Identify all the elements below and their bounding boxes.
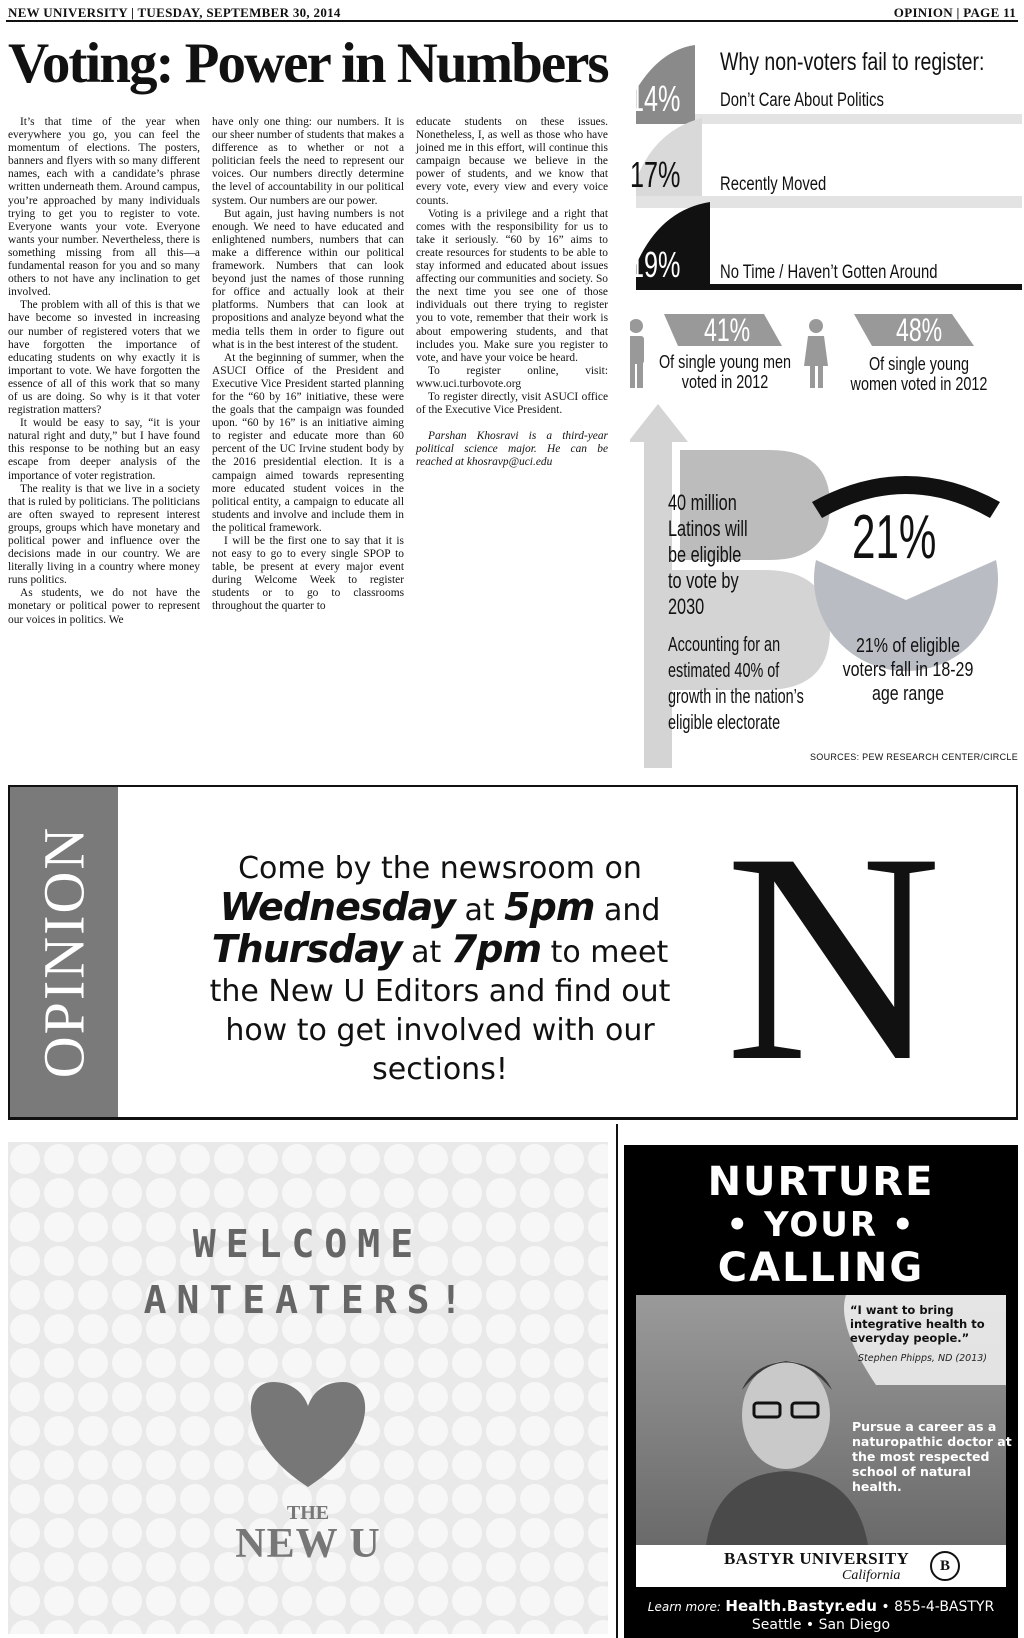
paragraph: It would be easy to say, “it is your natural right and duty,” but I have found this response to be nothing but an easy escape from deeper analysis of the importance of voter registration.	[8, 417, 200, 482]
testimonial-author: Stephen Phipps, ND (2013)	[858, 1353, 988, 1364]
article-headline: Voting: Power in Numbers	[8, 32, 608, 95]
bastyr-seal-icon: B	[930, 1551, 960, 1581]
ad-headline-2: • YOUR •	[726, 1205, 916, 1245]
article-body	[8, 116, 608, 760]
ad-contact-line	[624, 1597, 1018, 1615]
invite-line-5: how to get involved with our	[225, 1013, 655, 1048]
page-header	[6, 2, 1018, 22]
testimonial-quote: “I want to bring integrative health to everyday people.”	[850, 1303, 985, 1345]
article-column-2	[212, 116, 404, 614]
author-byline: Parshan Khosravi is a third-year political science major. He can be reached at khosravp@uci.edu	[416, 430, 608, 469]
article-column-3	[416, 116, 608, 469]
section-label: OPINION	[31, 825, 97, 1079]
invite-at-1: at	[464, 893, 495, 928]
bastyr-logo	[636, 1545, 1006, 1587]
paragraph: educate students on these issues. Nonetheless, I, as well as those who have joined me in this effort, will continue this campaign because we believe in the power of students, and we know that every vote, every view and every voice counts.	[416, 116, 608, 207]
ad-pitch: Pursue a career as a naturopathic doctor at the most respected school of natural health.	[852, 1419, 1012, 1494]
paragraph: But again, just having numbers is not enough. We need to have educated and enlightened numbers, numbers that can make a difference within our political framework. Numbers that can look beyond just the names of those running for office and actually look at their platforms. Numbers that can look at propositions and analyze beyond what the media tells them in order to figure out what is in the best interest of the student.	[212, 207, 404, 351]
new-u-logo-letter: N	[725, 791, 942, 1123]
header-section-page: OPINION | PAGE 11	[893, 5, 1016, 20]
ad-headline-3: CALLING	[717, 1245, 925, 1291]
latinos-text: 40 million Latinos will be eligible to vote by 2030	[668, 490, 748, 619]
invite-time-1: 5pm	[504, 885, 595, 929]
voting-infographic	[630, 40, 1024, 768]
reason-1-label: Don’t Care About Politics	[720, 90, 884, 111]
paragraph: It’s that time of the year when everywhere you go, you can feel the momentum of elections. The posters, banners and flyers with so many different names, each with a candidate’s phrase written underneath them. Around campus, you’re approached by many individuals trying to get you to register to vote. Everyone wants your vote. Everyone wants your number. Nevertheless, there is something missing from all this—a fundamental reason for you and so many others to not have any inclination to get involved.	[8, 116, 200, 299]
ad-phone: • 855-4-BASTYR	[881, 1599, 995, 1615]
ad-url-link[interactable]: Health.Bastyr.edu	[725, 1597, 877, 1615]
invite-day-2: Thursday	[211, 927, 402, 971]
bastyr-university-ad	[624, 1145, 1018, 1638]
paragraph: At the beginning of summer, when the ASUCI Office of the President and Executive Vice President started planning for the “60 by 16” initiative, these were the goals that the campaign was founded upon. “60 by 16” is an initiative aiming to register and educate more than 60 percent of the UC Irvine student body by the 2016 presidential election. It is a campaign aimed towards representing more educated student voices in the political entity, a campaign to educate all students and involve and include them in the political framework.	[212, 351, 404, 534]
youth-percent: 21%	[852, 503, 937, 572]
women-label: Of single young women voted in 2012	[850, 354, 988, 394]
invite-and: and	[603, 893, 661, 928]
bastyr-logo-text: BASTYR UNIVERSITY	[724, 1549, 910, 1568]
paragraph: The problem with all of this is that we have become so invested in increasing our number of registered voters that we have forgotten the importance of educating students on why exactly it is important to vote. We have forgotten the essence of all of this work that so many of us are doing. So why is it that voter registration matters?	[8, 299, 200, 417]
reason-3-label: No Time / Haven’t Gotten Around	[720, 262, 938, 283]
doctor-photo	[636, 1295, 1012, 1545]
invite-line-2	[160, 885, 720, 930]
reason-2-label: Recently Moved	[720, 174, 827, 195]
invite-time-2: 7pm	[450, 927, 542, 971]
paragraph: I will be the first one to say that it is not easy to go to every single SPOP to table, be present at every major event during Welcome Week to register students or to go to classrooms throughout the quarter to	[212, 535, 404, 613]
invite-line-6: sections!	[372, 1052, 508, 1087]
ad-cities: Seattle • San Diego	[751, 1617, 891, 1633]
ad-headline-1: NURTURE	[707, 1159, 935, 1205]
newsroom-invitation	[160, 849, 720, 1089]
paragraph: have only one thing: our numbers. It is our sheer number of students that makes a difference as to whether or not a politician feels the need to represent our voices. Our numbers directly determine the level of accountability in our political system. Our numbers are our power.	[212, 116, 405, 207]
new-u-the: THE	[286, 1502, 330, 1524]
invite-line-4: the New U Editors and find out	[209, 974, 671, 1009]
paragraph: To register directly, visit ASUCI office of the Executive Vice President.	[416, 390, 608, 417]
infographic-sources: SOURCES: PEW RESEARCH CENTER/CIRCLE	[809, 752, 1018, 762]
bastyr-logo-sub: California	[842, 1568, 901, 1583]
invite-at-2: at	[411, 935, 442, 970]
man-figure-icon	[630, 319, 644, 388]
woman-figure-icon	[804, 319, 828, 388]
welcome-line-1: WELCOME	[192, 1222, 424, 1266]
invite-line-3	[160, 927, 720, 972]
paragraph: To register online, visit: www.uci.turbovote.org	[416, 364, 608, 390]
paragraph: As students, we do not have the monetary or political power to represent our voices in politics. We	[8, 587, 200, 626]
section-label-bar	[10, 787, 118, 1117]
women-percent: 48%	[896, 312, 943, 348]
reason-2-percent: 17%	[630, 154, 681, 195]
youth-label: 21% of eligible voters fall in 18-29 age range	[842, 635, 974, 705]
paragraph: Voting is a privilege and a right that comes with the responsibility for us to take it seriously. “60 by 16” aims to create resources for students to be able to stay informed and educated about issues affecting our communities and society. So the next time you see one of those individuals out there trying to register you to vote, remember that their work is about empowering students, and that includes you. Make sure you register to vote, and have your voice be heard.	[416, 207, 608, 364]
welcome-anteaters-ad	[8, 1142, 608, 1634]
article-column-1	[8, 116, 200, 627]
infographic-title: Why non-voters fail to register:	[720, 48, 985, 76]
opinion-banner-ad	[8, 785, 1018, 1123]
reason-3-percent: 19%	[630, 244, 681, 285]
new-u-wordmark: NEW U	[235, 1521, 381, 1567]
welcome-line-2: ANTEATERS!	[143, 1278, 473, 1322]
men-percent: 41%	[704, 312, 751, 348]
reason-1-percent: 14%	[630, 78, 681, 119]
paragraph: The reality is that we live in a society that is ruled by politicians. The politicians are often swayed to represent interest groups, groups which have monetary and political power and influence over the decisions made in our country. We are literally living in a country where money runs politics.	[8, 482, 200, 587]
invite-line-1: Come by the newsroom on	[238, 851, 642, 886]
growth-text: Accounting for an estimated 40% of growth in the nation’s eligible electorate	[668, 634, 804, 734]
column-divider	[616, 1124, 618, 1638]
learn-more-label: Learn more:	[647, 1600, 721, 1614]
invite-to-meet: to meet	[550, 935, 669, 970]
men-label: Of single young men voted in 2012	[658, 352, 792, 392]
invite-day-1: Wednesday	[219, 885, 455, 929]
header-date: NEW UNIVERSITY | TUESDAY, SEPTEMBER 30, 2014	[8, 5, 341, 20]
